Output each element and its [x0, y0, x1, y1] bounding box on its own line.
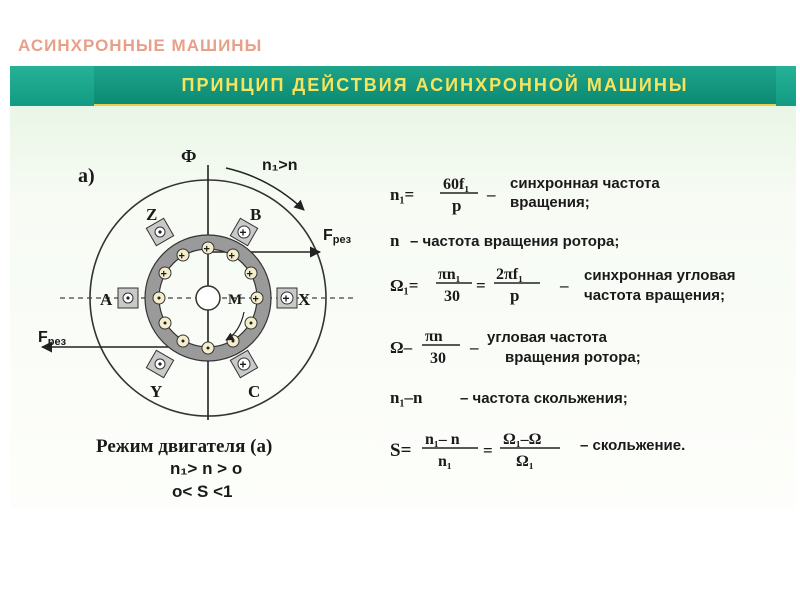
formula-slip-frequency-lhs: n₁–n [390, 388, 423, 407]
conductor-dot [159, 317, 171, 329]
terminal-x: X [298, 290, 311, 309]
conductor-dot [177, 335, 189, 347]
formula-sync-speed-dash: – [487, 185, 496, 204]
formula-sync-angular-lhs: Ω₁= [390, 276, 419, 295]
mode-line1: n₁> n > o [170, 459, 243, 478]
svg-text:+: + [246, 268, 253, 281]
rotation-arrow [226, 168, 304, 210]
conductor-plus [202, 242, 214, 256]
banner-title: ПРИНЦИП ДЕЙСТВИЯ АСИНХРОННОЙ МАШИНЫ [181, 75, 689, 95]
slot-y [146, 350, 173, 377]
conductor-dot [227, 335, 239, 347]
formula-rotor-angular [390, 328, 641, 367]
terminal-z: Z [146, 205, 158, 224]
formula-sync-speed-denominator: p [452, 196, 462, 215]
svg-text:+: + [160, 268, 167, 281]
flux-label: Ф [181, 146, 197, 166]
terminal-y: Y [150, 382, 163, 401]
formula-slip-numerator-1: n₁– n [425, 431, 460, 448]
formula-slip-numerator-2: Ω₁–Ω [503, 431, 542, 448]
formula-sync-angular-equals: = [476, 276, 486, 295]
svg-text:+: + [239, 225, 247, 240]
formula-slip-denominator-2: Ω₁ [516, 453, 534, 470]
formula-rotor-angular-dash: – [470, 338, 479, 357]
formula-slip [390, 431, 685, 470]
mode-title: Режим двигателя (а) [96, 436, 273, 457]
conductor-dot [202, 342, 214, 354]
formula-slip-equals: = [483, 441, 493, 460]
formula-sync-angular-dash: – [560, 276, 569, 295]
diagram-label: а) [78, 165, 95, 187]
formula-sync-speed-numerator: 60f₁ [443, 176, 470, 193]
svg-text:+: + [203, 243, 210, 256]
formula-rotor-angular-description-2: вращения ротора; [505, 349, 641, 366]
conductor-plus [159, 267, 171, 281]
mode-line2: o< S <1 [172, 482, 233, 501]
rotor-label: M [228, 292, 243, 308]
formula-sync-speed [390, 175, 660, 215]
formula-sync-angular-description-1: синхронная угловая [584, 267, 736, 284]
svg-text:+: + [282, 291, 290, 306]
force-left-label: Fрез [38, 329, 67, 348]
svg-text:+: + [239, 357, 247, 372]
formula-rotor-angular-lhs: Ω– [390, 338, 413, 357]
formula-rotor-speed [390, 231, 619, 250]
conductor-plus [227, 249, 239, 263]
formula-sync-angular-description-2: частота вращения; [584, 287, 725, 304]
formula-slip-lhs: S= [390, 440, 412, 461]
svg-text:+: + [178, 250, 185, 263]
terminal-b: B [250, 205, 262, 224]
force-right-label: Fрез [323, 227, 352, 246]
terminal-c: C [248, 382, 261, 401]
formula-sync-angular-numerator-1: πn₁ [438, 266, 461, 283]
svg-text:+: + [252, 293, 259, 306]
formula-sync-angular [390, 266, 736, 305]
formula-sync-speed-description-2: вращения; [510, 194, 590, 211]
formula-sync-angular-denominator-2: p [510, 286, 520, 305]
formula-rotor-speed-description: – частота вращения ротора; [410, 233, 620, 250]
speed-relation-label: n₁>n [262, 157, 298, 174]
formula-slip-denominator-1: n₁ [438, 453, 452, 470]
conductor-dot [245, 317, 257, 329]
slot-a [118, 288, 138, 308]
formula-rotor-angular-denominator: 30 [430, 350, 446, 367]
conductor-dot [153, 292, 165, 304]
rotor-shaft [196, 286, 220, 310]
formula-rotor-speed-lhs: n [390, 231, 400, 250]
terminal-a: A [100, 290, 113, 309]
svg-text:+: + [228, 250, 235, 263]
section-title: АСИНХРОННЫЕ МАШИНЫ [18, 36, 263, 55]
formula-sync-angular-numerator-2: 2πf₁ [496, 266, 523, 283]
slot-x [277, 288, 297, 308]
formula-sync-speed-lhs: n₁= [390, 185, 415, 204]
formula-slip-frequency-description: – частота скольжения; [460, 390, 628, 407]
formula-slip-frequency [390, 388, 628, 407]
formula-sync-angular-denominator-1: 30 [444, 288, 460, 305]
formula-slip-description: – скольжение. [580, 437, 686, 454]
formula-rotor-angular-numerator: πn [425, 328, 443, 345]
formula-rotor-angular-description-1: угловая частота [487, 329, 608, 346]
formula-sync-speed-description-1: синхронная частота [510, 175, 660, 192]
conductor-plus [177, 249, 189, 263]
